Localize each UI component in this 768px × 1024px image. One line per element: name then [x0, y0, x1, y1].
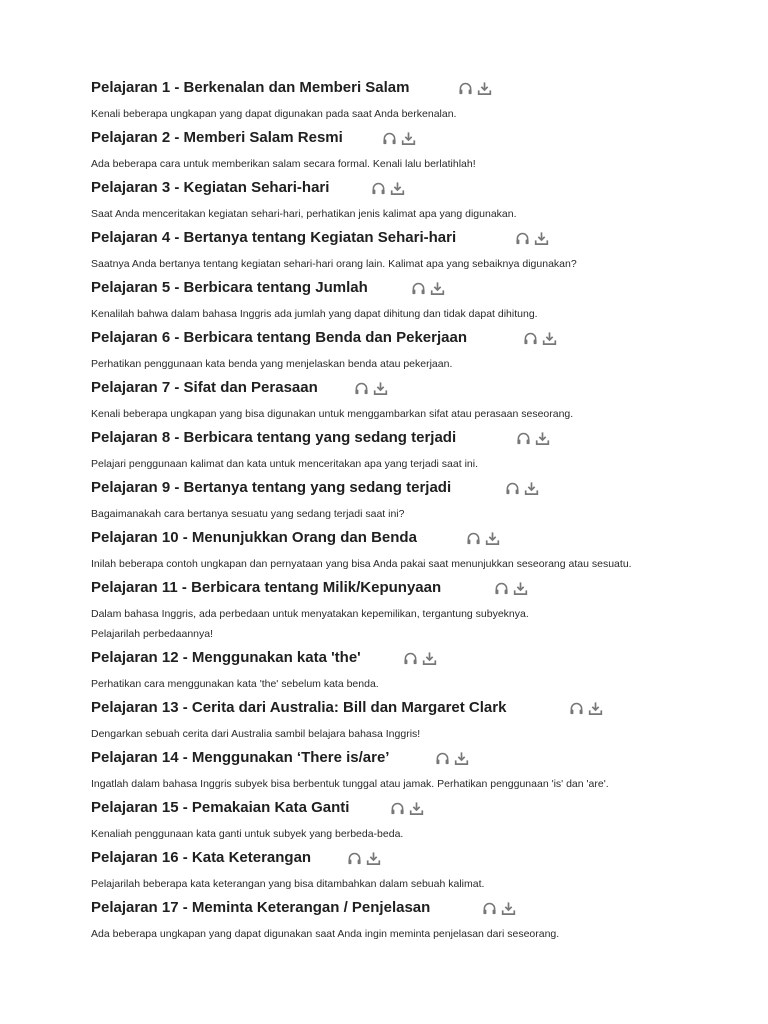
- lesson-description: Dalam bahasa Inggris, ada perbedaan untuk menyatakan kepemilikan, tergantung subyeknya. Pelajarilah perbedaannya!: [91, 608, 529, 640]
- lesson-title[interactable]: [91, 898, 711, 918]
- lesson-description: Kenaliah penggunaan kata ganti untuk subyek yang berbeda-beda.: [91, 828, 404, 840]
- download-icon[interactable]: [523, 480, 539, 496]
- download-icon[interactable]: [587, 700, 603, 716]
- lesson-description: Ingatlah dalam bahasa Inggris subyek bisa berbentuk tunggal atau jamak. Perhatikan penggunaan 'is' dan 'are'.: [91, 778, 609, 790]
- lesson-actions: [465, 530, 500, 546]
- download-icon[interactable]: [500, 900, 516, 916]
- lesson-title[interactable]: [91, 648, 711, 668]
- lesson-title[interactable]: [91, 278, 711, 298]
- lesson-title[interactable]: [91, 128, 711, 148]
- lesson-item: [91, 228, 711, 274]
- lesson-item: [91, 748, 711, 794]
- lesson-actions: [346, 850, 381, 866]
- lesson-title[interactable]: [91, 228, 711, 248]
- download-icon[interactable]: [421, 650, 437, 666]
- lesson-description: Ada beberapa cara untuk memberikan salam secara formal. Kenali lalu berlatihlah!: [91, 158, 476, 170]
- headphones-icon[interactable]: [481, 900, 497, 916]
- lesson-title-text[interactable]: Pelajaran 12 - Menggunakan kata 'the': [91, 649, 361, 666]
- lesson-item: [91, 798, 711, 844]
- lesson-title[interactable]: [91, 698, 711, 718]
- headphones-icon[interactable]: [493, 580, 509, 596]
- lesson-description: Pelajarilah beberapa kata keterangan yang bisa ditambahkan dalam sebuah kalimat.: [91, 878, 485, 890]
- headphones-icon[interactable]: [370, 180, 386, 196]
- lesson-actions: [522, 330, 557, 346]
- lesson-title-text[interactable]: Pelajaran 8 - Berbicara tentang yang sedang terjadi: [91, 429, 457, 446]
- download-icon[interactable]: [541, 330, 557, 346]
- lesson-title-text[interactable]: Pelajaran 10 - Menunjukkan Orang dan Benda: [91, 529, 417, 546]
- download-icon[interactable]: [372, 380, 388, 396]
- lesson-title[interactable]: [91, 478, 711, 498]
- download-icon[interactable]: [400, 130, 416, 146]
- download-icon[interactable]: [389, 180, 405, 196]
- lesson-description: Perhatikan cara menggunakan kata 'the' sebelum kata benda.: [91, 678, 379, 690]
- lesson-actions: [515, 430, 550, 446]
- download-icon[interactable]: [534, 430, 550, 446]
- lesson-item: [91, 328, 711, 374]
- lesson-title[interactable]: [91, 798, 711, 818]
- download-icon[interactable]: [408, 800, 424, 816]
- lesson-description: Inilah beberapa contoh ungkapan dan pernyataan yang bisa Anda pakai saat menunjukkan seseorang atau sesuatu.: [91, 558, 632, 570]
- lesson-title-text[interactable]: Pelajaran 15 - Pemakaian Kata Ganti: [91, 799, 350, 816]
- lesson-title[interactable]: [91, 428, 711, 448]
- lesson-title-text[interactable]: Pelajaran 4 - Bertanya tentang Kegiatan Sehari-hari: [91, 229, 457, 246]
- lesson-actions: [493, 580, 528, 596]
- lesson-title-text[interactable]: Pelajaran 17 - Meminta Keterangan / Penjelasan: [91, 899, 431, 916]
- lesson-description: Saat Anda menceritakan kegiatan sehari-hari, perhatikan jenis kalimat apa yang digunakan.: [91, 208, 517, 220]
- headphones-icon[interactable]: [457, 80, 473, 96]
- lesson-item: [91, 178, 711, 224]
- lesson-item: [91, 128, 711, 174]
- lesson-title-text[interactable]: Pelajaran 3 - Kegiatan Sehari-hari: [91, 179, 330, 196]
- headphones-icon[interactable]: [514, 230, 530, 246]
- lesson-actions: [514, 230, 549, 246]
- headphones-icon[interactable]: [410, 280, 426, 296]
- download-icon[interactable]: [429, 280, 445, 296]
- headphones-icon[interactable]: [568, 700, 584, 716]
- lesson-item: [91, 578, 711, 644]
- headphones-icon[interactable]: [389, 800, 405, 816]
- lesson-actions: [481, 900, 516, 916]
- lesson-actions: [434, 750, 469, 766]
- headphones-icon[interactable]: [515, 430, 531, 446]
- lesson-item: [91, 378, 711, 424]
- lesson-title-text[interactable]: Pelajaran 1 - Berkenalan dan Memberi Salam: [91, 79, 410, 96]
- lesson-actions: [457, 80, 492, 96]
- lesson-description: Dengarkan sebuah cerita dari Australia sambil belajara bahasa Inggris!: [91, 728, 421, 740]
- download-icon[interactable]: [453, 750, 469, 766]
- lesson-description: Bagaimanakah cara bertanya sesuatu yang sedang terjadi saat ini?: [91, 508, 405, 520]
- lesson-title-text[interactable]: Pelajaran 7 - Sifat dan Perasaan: [91, 379, 318, 396]
- lesson-description: Kenalilah bahwa dalam bahasa Inggris ada jumlah yang dapat dihitung dan tidak dapat dihitung.: [91, 308, 538, 320]
- lesson-title[interactable]: [91, 578, 711, 598]
- lesson-item: [91, 528, 711, 574]
- lesson-actions: [402, 650, 437, 666]
- headphones-icon[interactable]: [353, 380, 369, 396]
- lesson-item: [91, 428, 711, 474]
- lesson-title-text[interactable]: Pelajaran 14 - Menggunakan ‘There is/are’: [91, 749, 390, 766]
- lesson-title-text[interactable]: Pelajaran 5 - Berbicara tentang Jumlah: [91, 279, 368, 296]
- lesson-item: [91, 278, 711, 324]
- lesson-actions: [381, 130, 416, 146]
- lesson-item: [91, 478, 711, 524]
- lesson-description: Kenali beberapa ungkapan yang dapat digunakan pada saat Anda berkenalan.: [91, 108, 457, 120]
- headphones-icon[interactable]: [346, 850, 362, 866]
- lesson-description: Kenali beberapa ungkapan yang bisa digunakan untuk menggambarkan sifat atau perasaan seseorang.: [91, 408, 574, 420]
- lesson-title-text[interactable]: Pelajaran 6 - Berbicara tentang Benda dan Pekerjaan: [91, 329, 467, 346]
- lesson-actions: [504, 480, 539, 496]
- lesson-item: [91, 698, 711, 744]
- lesson-actions: [353, 380, 388, 396]
- lesson-item: [91, 898, 711, 944]
- lesson-actions: [410, 280, 445, 296]
- headphones-icon[interactable]: [465, 530, 481, 546]
- lesson-title[interactable]: [91, 528, 711, 548]
- download-icon[interactable]: [512, 580, 528, 596]
- lesson-item: [91, 848, 711, 894]
- lesson-actions: [568, 700, 603, 716]
- headphones-icon[interactable]: [402, 650, 418, 666]
- lesson-title[interactable]: [91, 178, 711, 198]
- lesson-title-text[interactable]: Pelajaran 16 - Kata Keterangan: [91, 849, 312, 866]
- lesson-item: [91, 648, 711, 694]
- headphones-icon[interactable]: [381, 130, 397, 146]
- lesson-title[interactable]: [91, 848, 711, 868]
- lesson-title[interactable]: [91, 328, 711, 348]
- lesson-actions: [389, 800, 424, 816]
- lesson-description: Saatnya Anda bertanya tentang kegiatan sehari-hari orang lain. Kalimat apa yang sebaiknya digunakan?: [91, 258, 577, 270]
- download-icon[interactable]: [533, 230, 549, 246]
- download-icon[interactable]: [484, 530, 500, 546]
- lesson-description: Ada beberapa ungkapan yang dapat digunakan saat Anda ingin meminta penjelasan dari seseorang.: [91, 928, 560, 940]
- headphones-icon[interactable]: [434, 750, 450, 766]
- download-icon[interactable]: [365, 850, 381, 866]
- lesson-item: [91, 78, 711, 124]
- lesson-title-text[interactable]: Pelajaran 13 - Cerita dari Australia: Bill dan Margaret Clark: [91, 699, 507, 716]
- lesson-description: Pelajari penggunaan kalimat dan kata untuk menceritakan apa yang terjadi saat ini.: [91, 458, 478, 470]
- lesson-title-text[interactable]: Pelajaran 11 - Berbicara tentang Milik/Kepunyaan: [91, 579, 442, 596]
- headphones-icon[interactable]: [504, 480, 520, 496]
- headphones-icon[interactable]: [522, 330, 538, 346]
- lesson-title-text[interactable]: Pelajaran 9 - Bertanya tentang yang sedang terjadi: [91, 479, 452, 496]
- lesson-actions: [370, 180, 405, 196]
- lesson-title-text[interactable]: Pelajaran 2 - Memberi Salam Resmi: [91, 129, 343, 146]
- lesson-title[interactable]: [91, 748, 711, 768]
- lesson-description: Perhatikan penggunaan kata benda yang menjelaskan benda atau pekerjaan.: [91, 358, 453, 370]
- lesson-title[interactable]: [91, 78, 711, 98]
- download-icon[interactable]: [476, 80, 492, 96]
- lesson-title[interactable]: [91, 378, 711, 398]
